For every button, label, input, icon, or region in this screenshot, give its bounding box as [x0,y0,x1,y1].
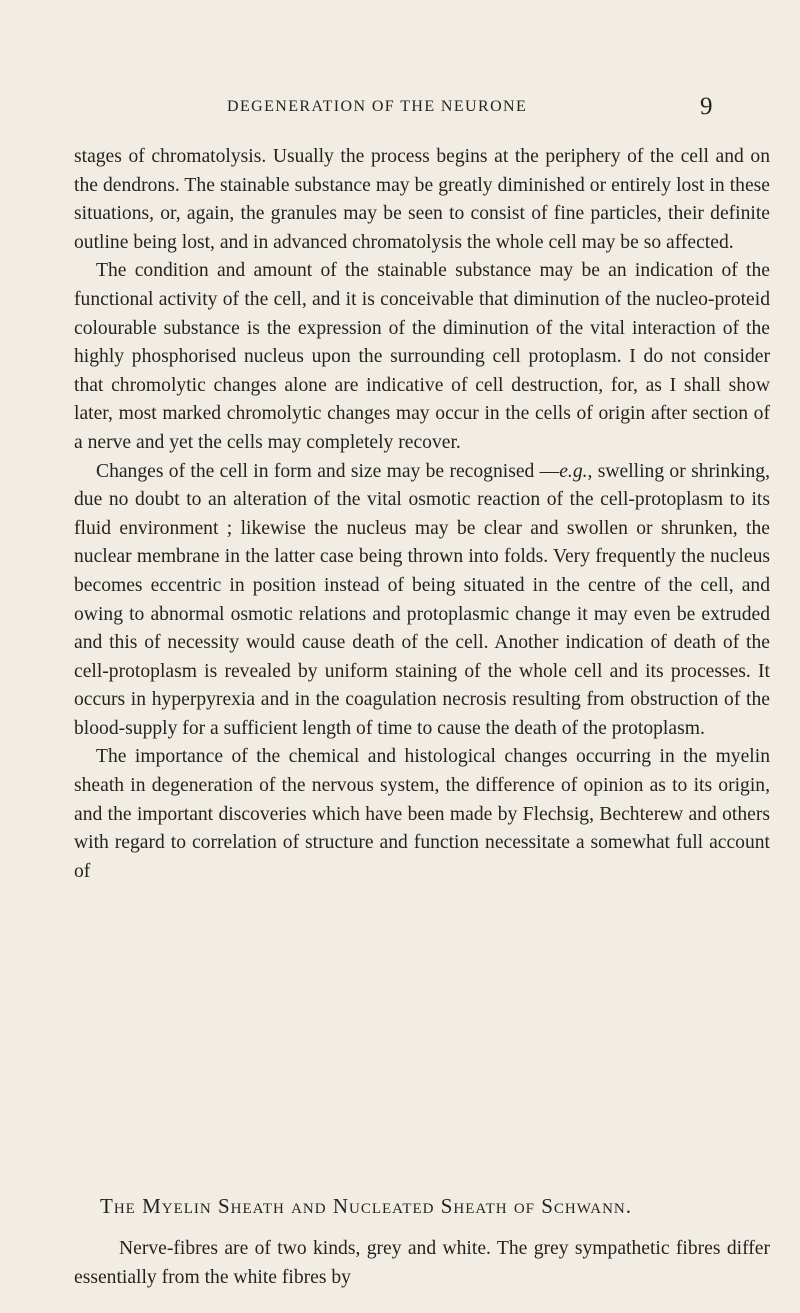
paragraph-1: stages of chromatolysis. Usually the process begins at the periphery of the cell and on the dendrons. The stainable substance may be greatly diminished or entirely lost in these situations, or, again, the granules may be seen to consist of fine particles, their definite outline being lost, and in advanced chromatolysis the whole cell may be so affected. [74,146,770,253]
eg-abbreviation: e.g. [559,460,588,482]
section-heading: The Myelin Sheath and Nucleated Sheath of Schwann. [100,1194,632,1218]
paragraph-2: The condition and amount of the stainable substance may be an indication of the functional activity of the cell, and it is conceivable that diminution of the nucleo-proteid colourable substance is the expression of the diminution of the vital interaction of the highly phosphorised nucleus upon the surrounding cell protoplasm. I do not consider that chromolytic changes alone are indicative of cell destruction, for, as I shall show later, most marked chromolytic changes may occur in the cells of origin after section of a nerve and yet the cells may completely recover. [74,260,770,453]
paragraph-3 [74,458,770,744]
page-number: 9 [700,93,713,120]
paragraph-3-start: Changes of the cell in form and size may be recognised — [96,460,560,482]
section-text [74,1235,770,1292]
body-text [74,143,770,886]
section-paragraph-1: Nerve-fibres are of two kinds, grey and white. The grey sympathetic fibres differ essentially from the white fibres by [74,1238,770,1288]
paragraph-3-rest: , swelling or shrinking, due no doubt to an alteration of the vital osmotic reaction of the cell-protoplasm to its fluid environment ; likewise the nucleus may be clear and swollen or shrunken, the nuclear membrane in the latter case being thrown into folds. Very frequently the nucleus becomes eccentric in position instead of being situated in the centre of the cell, and owing to abnormal osmotic relations and protoplasmic change it may even be extruded and this of necessity would cause death of the cell. Another indication of death of the cell-protoplasm is revealed by uniform staining of the whole cell and its processes. It occurs in hyperpyrexia and in the coagulation necrosis resulting from obstruction of the blood-supply for a sufficient length of time to cause the death of the protoplasm. [74,460,770,739]
running-title: DEGENERATION OF THE NEURONE [227,98,528,115]
running-head [0,93,800,126]
paragraph-4: The importance of the chemical and histological changes occurring in the myelin sheath in degeneration of the nervous system, the difference of opinion as to its origin, and the important discoveries which have been made by Flechsig, Bechterew and others with regard to correlation of structure and function necessitate a somewhat full account of [74,746,770,882]
